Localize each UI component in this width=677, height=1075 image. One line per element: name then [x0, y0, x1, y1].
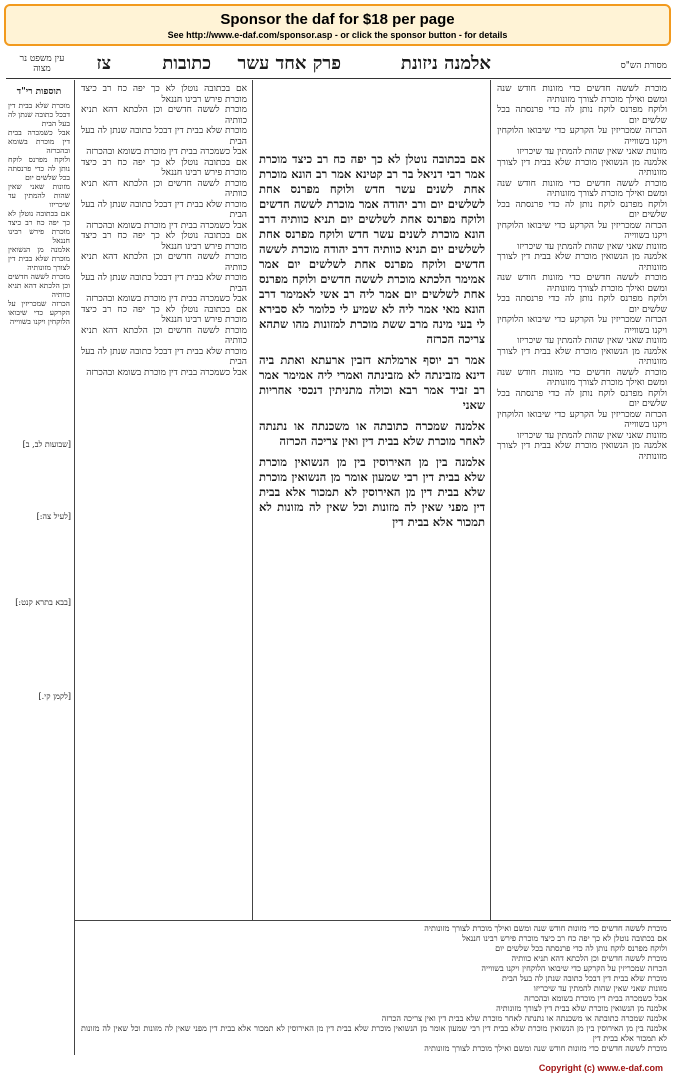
margin-reference: [לקמן קי.] — [38, 692, 71, 701]
tosafot-rid-title: תוספות רי"ד — [16, 87, 62, 97]
rashi-line: ולוקח מפרנס לוקח נותן לה כדי פרנסתה בכל שלשים יום — [497, 199, 667, 220]
rashi-line: אלמנה מן הנשואין מוכרת שלא בבית דין לצורך מזונותיה — [497, 252, 667, 273]
side-line: מוכרת לששה חדשים וכן הלכתא דהא תניא כוותיה — [8, 272, 70, 299]
ein-mishpat-label: עין משפט נר מצוה — [19, 54, 65, 74]
tosafot-line: מוכרת שלא בבית דין דבכל כתובה שנתן לה בעל הבית — [81, 346, 247, 367]
rashi-line: מוכרת לששה חדשים כדי מזונות חודש שנה ומשם ואילך מוכרת לצורך מזונותיה — [497, 367, 667, 388]
column-divider — [490, 80, 491, 920]
tosafot-line: מוכרת לששה חדשים וכן הלכתא דהא תניא כוותיה — [81, 252, 247, 273]
rashi-line: אלמנה מן הנשואין מוכרת שלא בבית דין לצורך מזונותיה — [497, 157, 667, 178]
rashi-commentary — [497, 84, 667, 914]
mishnah-paragraph: אלמנה בין מן האירוסין בין מן הנשואין מוכרת שלא בבית דין רבי שמעון אומר מן הנשואין מוכרת שלא בבית דין מן האירוסין לא תמכור אלא בבית דין מפני שאין לה מזונות וכל שאין לה מזונות לא תמכור אלא בבית דין — [259, 455, 485, 529]
side-line: הכרזה שמכריזין על הקרקע כדי שיבואו הלוקחין ויקנו בשווייה — [8, 299, 70, 326]
mishnah-paragraph: אלמנה שמכרה כתובתה או משכנתה או נתנתה לאחר מוכרת שלא בבית דין ואין צריכה הכרזה — [259, 419, 485, 448]
rashi-line: ולוקח מפרנס לוקח נותן לה כדי פרנסתה בכל שלשים יום — [497, 294, 667, 315]
rashi-line: הכרזה שמכריזין על הקרקע כדי שיבואו הלוקחין ויקנו בשווייה — [497, 315, 667, 336]
talmud-page — [6, 52, 671, 1058]
bottom-line: מזונות שאני שאין שהות להמתין עד שיכריזו — [533, 984, 667, 993]
tosafot-line: אבל כשמכרה בבית דין מוכרת בשומא ובהכרזה — [86, 220, 247, 231]
rashi-line: מזונות שאני שאין שהות להמתין עד שיכריזו — [517, 147, 667, 157]
rashi-line: אלמנה מן הנשואין מוכרת שלא בבית דין לצורך מזונותיה — [497, 441, 667, 462]
page-number: צז — [96, 53, 111, 74]
bottom-line: מוכרת שלא בבית דין דבכל כתובה שנתן לה בעל הבית — [501, 974, 667, 983]
tosafot-line: אם בכתובה נוטלן לא כך יפה כח רב כיצד מוכרת פירש רבינו חננאל — [81, 157, 247, 178]
bottom-line: אבל כשמכרה בבית דין מוכרת בשומא ובהכרזה — [524, 994, 667, 1003]
side-line: מוכרת שלא בבית דין דבכל כתובה שנתן לה בעל הבית — [8, 101, 70, 128]
tosafot-line: אם בכתובה נוטלן לא כך יפה כח רב כיצד מוכרת פירש רבינו חננאל — [81, 304, 247, 325]
tosafot-line: אבל כשמכרה בבית דין מוכרת בשומא ובהכרזה — [86, 367, 247, 378]
rashi-line: מוכרת לששה חדשים כדי מזונות חודש שנה ומשם ואילך מוכרת לצורך מזונותיה — [497, 273, 667, 294]
side-commentary — [8, 84, 70, 1054]
bottom-line: מוכרת לששה חדשים כדי מזונות חודש שנה ומשם ואילך מוכרת לצורך מזונותיה — [424, 924, 667, 933]
gemara-paragraph: אם בכתובה נוטלן לא כך יפה כח רב כיצד מוכרת אמר רבי דניאל בר רב קטינא אמר רב הונא מוכרת אחת לשנים עשר חדש ולוקח מפרנס אחת לשלשים יום ורב יהודה אמר מוכרת לששה חדשים ולוקח מפרנס אחת לשלשים יום תניא כוותיה דרב הונא מוכרת לשנים עשר חדש ולוקח מפרנס אחת לשלשים יום תניא כוותיה דרב יהודה מוכרת לששה חדשים ולוקח מפרנס אחת לשלשים יום אמר אמימר הלכתא מוכרת לששה חדשים ולוקח מפרנס אחת לשלשים יום אמר ליה רב אשי לאמימר דרב הונא מאי אמר ליה לא שמיע לי כלומר לא סבירא לי בעי מינה מרב ששת מוכרת למזונות מהו שתהא צריכה הכרזה — [259, 152, 485, 346]
tractate-name: כתובות — [162, 53, 211, 74]
sponsor-banner-link[interactable]: See http://www.e-daf.com/sponsor.asp - or click the sponsor button - for details — [167, 30, 508, 40]
chapter-name: אלמנה ניזונת — [400, 53, 491, 74]
side-line: ולוקח מפרנס לוקח נותן לה כדי פרנסתה בכל שלשים יום — [8, 155, 70, 182]
bottom-line: אם בכתובה נוטלן לא כך יפה כח רב כיצד מוכרת פירש רבינו חננאל — [462, 934, 667, 943]
margin-reference: [שבועות לב, ב] — [22, 440, 71, 449]
rashi-line: ולוקח מפרנס לוקח נותן לה כדי פרנסתה בכל שלשים יום — [497, 105, 667, 126]
rashi-line: הכרזה שמכריזין על הקרקע כדי שיבואו הלוקחין ויקנו בשווייה — [497, 409, 667, 430]
tosafot-line: מוכרת לששה חדשים וכן הלכתא דהא תניא כוותיה — [81, 105, 247, 126]
sponsor-banner[interactable] — [4, 4, 671, 46]
bottom-line: אלמנה מן הנשואין מוכרת שלא בבית דין לצורך מזונותיה — [496, 1004, 667, 1013]
bottom-line: מוכרת לששה חדשים וכן הלכתא דהא תניא כוותיה — [511, 954, 667, 963]
margin-reference: [לעיל צה:] — [36, 512, 71, 521]
tosafot-line: אם בכתובה נוטלן לא כך יפה כח רב כיצד מוכרת פירש רבינו חננאל — [81, 231, 247, 252]
rashi-line: הכרזה שמכריזין על הקרקע כדי שיבואו הלוקחין ויקנו בשווייה — [497, 126, 667, 147]
side-line: אבל כשמכרה בבית דין מוכרת בשומא ובהכרזה — [8, 128, 70, 155]
section-divider — [75, 920, 671, 921]
bottom-line: הכרזה שמכריזין על הקרקע כדי שיבואו הלוקחין ויקנו בשווייה — [481, 964, 667, 973]
tosafot-line: מוכרת שלא בבית דין דבכל כתובה שנתן לה בעל הבית — [81, 199, 247, 220]
tosafot-line: אבל כשמכרה בבית דין מוכרת בשומא ובהכרזה — [86, 147, 247, 157]
copyright-link[interactable]: Copyright (c) www.e-daf.com — [538, 1063, 663, 1073]
tosafot-line: מוכרת לששה חדשים וכן הלכתא דהא תניא כוותיה — [81, 325, 247, 346]
mesoret-hashas-label: מסורת הש"ס — [620, 61, 667, 71]
page-header — [6, 52, 671, 79]
bottom-line: אלמנה בין מן האירוסין בין מן הנשואין מוכרת שלא בבית דין רבי שמעון אומר מן הנשואין מוכרת שלא בבית דין מן האירוסין לא תמכור אלא בבית דין מפני שאין לה מזונות וכל שאין לה מזונות לא תמכור אלא בבית דין — [81, 1024, 667, 1043]
bottom-line: אלמנה שמכרה כתובתה או משכנתה או נתנתה לאחר מוכרת שלא בבית דין ואין צריכה הכרזה — [381, 1014, 667, 1023]
margin-reference: [בבא בתרא קנט:] — [15, 598, 71, 607]
rashi-line: אלמנה מן הנשואין מוכרת שלא בבית דין לצורך מזונותיה — [497, 346, 667, 367]
gemara-text — [259, 152, 485, 912]
bottom-line: מוכרת לששה חדשים כדי מזונות חודש שנה ומשם ואילך מוכרת לצורך מזונותיה — [424, 1044, 667, 1053]
sponsor-banner-title: Sponsor the daf for $18 per page — [220, 11, 455, 28]
rashi-line: הכרזה שמכריזין על הקרקע כדי שיבואו הלוקחין ויקנו בשווייה — [497, 220, 667, 241]
rashi-line: מזונות שאני שאין שהות להמתין עד שיכריזו — [517, 241, 667, 252]
tosafot-line: אם בכתובה נוטלן לא כך יפה כח רב כיצד מוכרת פירש רבינו חננאל — [81, 84, 247, 105]
rashi-line: מזונות שאני שאין שהות להמתין עד שיכריזו — [517, 430, 667, 441]
tosafot-commentary — [81, 84, 247, 914]
rashi-line: מזונות שאני שאין שהות להמתין עד שיכריזו — [517, 336, 667, 346]
bottom-commentary — [81, 924, 667, 1054]
page-footer — [0, 1063, 677, 1075]
tosafot-line: אבל כשמכרה בבית דין מוכרת בשומא ובהכרזה — [86, 294, 247, 304]
tosafot-line: מוכרת שלא בבית דין דבכל כתובה שנתן לה בעל הבית — [81, 273, 247, 294]
column-divider — [74, 80, 75, 1055]
bottom-line: ולוקח מפרנס לוקח נותן לה כדי פרנסתה בכל שלשים יום — [495, 944, 667, 953]
column-divider — [252, 80, 253, 920]
rashi-line: מוכרת לששה חדשים כדי מזונות חודש שנה ומשם ואילך מוכרת לצורך מזונותיה — [497, 178, 667, 199]
rashi-line: מוכרת לששה חדשים כדי מזונות חודש שנה ומשם ואילך מוכרת לצורך מזונותיה — [497, 84, 667, 105]
side-line: אם בכתובה נוטלן לא כך יפה כח רב כיצד מוכרת פירש רבינו חננאל — [8, 209, 70, 245]
side-line: אלמנה מן הנשואין מוכרת שלא בבית דין לצורך מזונותיה — [8, 245, 70, 272]
tosafot-line: מוכרת שלא בבית דין דבכל כתובה שנתן לה בעל הבית — [81, 126, 247, 147]
rashi-line: ולוקח מפרנס לוקח נותן לה כדי פרנסתה בכל שלשים יום — [497, 388, 667, 409]
side-line: מזונות שאני שאין שהות להמתין עד שיכריזו — [8, 182, 70, 209]
gemara-paragraph: אמר רב יוסף ארמלתא דזבין ארעתא ואתת ביה דינא מזבינתה לא מזבינתה ואמרי ליה אמימר אמר רב זביד אמר רבא וכולה מתניתין דנכסי אחריות שאני — [259, 353, 485, 412]
chapter-number: פרק אחד עשר — [237, 53, 341, 74]
tosafot-line: מוכרת לששה חדשים וכן הלכתא דהא תניא כוותיה — [81, 178, 247, 199]
